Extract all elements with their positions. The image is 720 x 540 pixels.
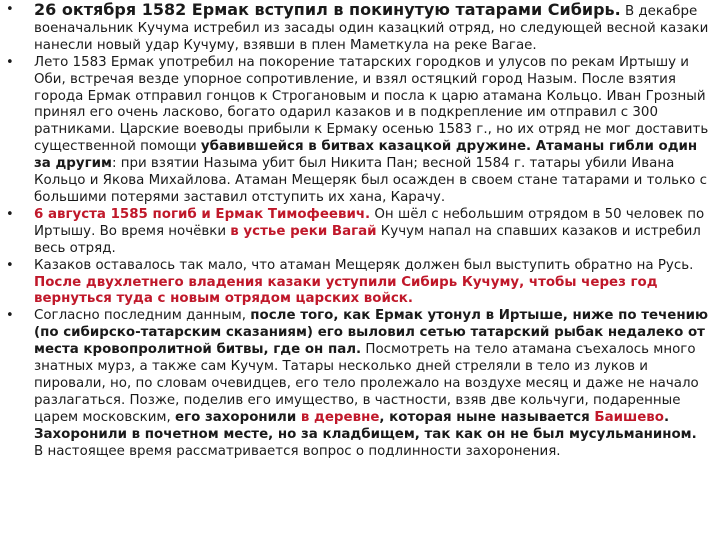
text-run: . Захоронили в почетном месте, но за кладбищем, так как он не был мусульманином. <box>34 409 697 442</box>
text-run: его захоронили <box>175 409 301 425</box>
text-run: Он шёл с небольшим отрядом в 50 человек по Иртышу. Во время ночёвки <box>34 206 705 239</box>
list-item <box>6 2 710 55</box>
text-run: в устье реки Вагай <box>230 223 377 239</box>
text-run: Согласно последним данным, <box>34 308 251 324</box>
bullet-list <box>6 2 710 460</box>
item-text <box>34 55 708 205</box>
text-run: , которая ныне называется <box>379 409 595 425</box>
item-text <box>34 308 708 458</box>
bullet-icon: • <box>6 2 14 17</box>
text-run: 6 августа 1585 погиб и Ермак Тимофеевич. <box>34 206 371 222</box>
list-item <box>6 308 710 460</box>
text-run: Кучум напал на спавших казаков и истребил весь отряд. <box>34 223 701 256</box>
text-run: Лето 1583 Ермак употребил на покорение татарских городков и улусов по рекам Иртышу и Оби, встречая везде упорное сопротивление, и взял остяцкий город Назым. После взятия города Ермак отправил гонцов к Строгановым и посла к царю атамана Кольцо. Иван Грозный принял его очень ласково, богато одарил казаков и в подкрепление им отправил с 300 ратниками. Царские воеводы прибыли к Ермаку осенью 1583 г., но их отряд не мог доставить существенной помощи <box>34 54 709 155</box>
bullet-icon: • <box>6 257 14 273</box>
text-run: в деревне <box>300 409 380 425</box>
text-run: Баишево <box>594 409 664 425</box>
item-text <box>34 0 709 53</box>
text-run: Посмотреть на тело атамана съехалось много знатных мурз, а также сам Кучум. Татары несколько дней стреляли в тело из луков и пировали, но, по словам очевидцев, его тело пролежало на воздухе месяц и даже не начало разлагаться. Позже, поделив его имущество, в частности, взяв две кольчуги, подаренные царем московским, <box>34 342 699 425</box>
bullet-icon: • <box>6 308 14 324</box>
item-text <box>34 258 693 307</box>
item-text <box>34 207 704 256</box>
text-run: 26 октября 1582 Ермак вступил в покинутую татарами Сибирь. <box>34 0 621 19</box>
bullet-icon: • <box>6 54 14 70</box>
list-item <box>6 258 710 309</box>
text-run: В декабре военачальник Кучума истребил из засады один казацкий отряд, но следующей весной казаки нанесли новый удар Кучуму, взявши в плен Маметкула на реке Вагае. <box>34 4 709 53</box>
text-run: после того, как Ермак утонул в Иртыше, ниже по течению (по сибирско-татарским сказаниям) его выловил сетью татарский рыбак недалеко от места кровопролитной битвы, где он пал. <box>34 308 709 358</box>
text-run: В настоящее время рассматривается вопрос о подлинности захоронения. <box>34 443 561 459</box>
text-run: После двухлетнего владения казаки уступили Сибирь Кучуму, чтобы через год вернуться туда с новым отрядом царских войск. <box>34 274 658 307</box>
text-run: Казаков оставалось так мало, что атаман Мещеряк должен был выступить обратно на Русь. <box>34 257 694 273</box>
bullet-icon: • <box>6 206 14 222</box>
text-run: убавившейся в битвах казацкой дружине. Атаманы гибли один за другим <box>34 139 698 172</box>
list-item <box>6 207 710 258</box>
list-item <box>6 55 710 207</box>
text-run: : при взятии Назыма убит был Никита Пан; весной 1584 г. татары убили Ивана Кольцо и Якова Михайлова. Атаман Мещеряк был осажден в своем стане татарами и только с большими потерями заставил отступить их хана, Карачу. <box>34 156 707 205</box>
